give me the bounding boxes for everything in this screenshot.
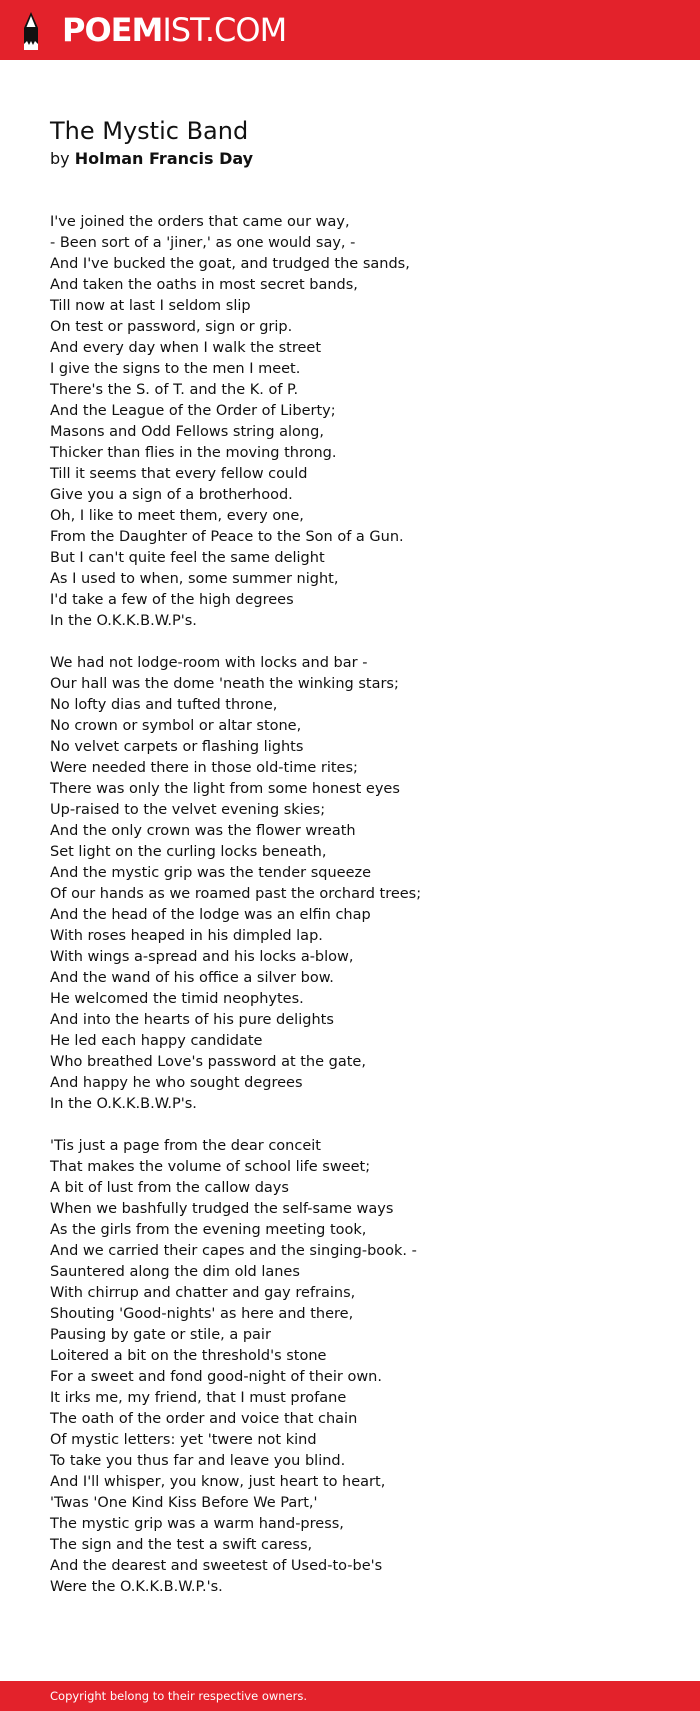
poem-line: And into the hearts of his pure delights (50, 1012, 334, 1028)
poem-line: And we carried their capes and the singing-book. - (50, 1243, 417, 1259)
poem-line: 'Tis just a page from the dear conceit (50, 1138, 321, 1154)
poem-line: On test or password, sign or grip. (50, 319, 293, 335)
stanza (50, 653, 670, 1115)
poem-line: And I'll whisper, you know, just heart to heart, (50, 1474, 386, 1490)
poem-line: In the O.K.K.B.W.P's. (50, 613, 197, 629)
logo-bold-text: POEM (62, 11, 163, 49)
poem-line: And the dearest and sweetest of Used-to-be's (50, 1558, 383, 1574)
poem-line: We had not lodge-room with locks and bar - (50, 655, 368, 671)
pen-nib-logo-icon[interactable] (18, 10, 44, 52)
author-name: Holman Francis Day (74, 149, 254, 168)
stanza (50, 1136, 670, 1598)
poem-line: I give the signs to the men I meet. (50, 361, 301, 377)
poem-line: To take you thus far and leave you blind. (50, 1453, 346, 1469)
poem-line: I've joined the orders that came our way, (50, 214, 350, 230)
by-label: by (50, 149, 70, 168)
poem-line: Set light on the curling locks beneath, (50, 844, 327, 860)
poem-line: With roses heaped in his dimpled lap. (50, 928, 323, 944)
poem-line: Our hall was the dome 'neath the winking stars; (50, 676, 399, 692)
poem-line: For a sweet and fond good-night of their own. (50, 1369, 382, 1385)
poem-line: A bit of lust from the callow days (50, 1180, 289, 1196)
poem-line: And I've bucked the goat, and trudged the sands, (50, 256, 410, 272)
poem-line: Of mystic letters: yet 'twere not kind (50, 1432, 317, 1448)
stanza (50, 212, 670, 632)
poem-line: Shouting 'Good-nights' as here and there, (50, 1306, 354, 1322)
byline (50, 148, 670, 170)
poem-line: 'Twas 'One Kind Kiss Before We Part,' (50, 1495, 318, 1511)
site-footer (0, 1681, 700, 1711)
poem-line: The oath of the order and voice that chain (50, 1411, 358, 1427)
poem-line: And every day when I walk the street (50, 340, 322, 356)
logo-rest-text: IST.COM (162, 11, 287, 49)
poem-line: Till it seems that every fellow could (50, 466, 308, 482)
poem-line: Till now at last I seldom slip (50, 298, 251, 314)
poem-line: Thicker than flies in the moving throng. (50, 445, 337, 461)
poem-line: And the wand of his office a silver bow. (50, 970, 334, 986)
poem-line: In the O.K.K.B.W.P's. (50, 1096, 197, 1112)
poem-line: Masons and Odd Fellows string along, (50, 424, 324, 440)
poem-line: Who breathed Love's password at the gate, (50, 1054, 366, 1070)
poem-line: There was only the light from some honest eyes (50, 781, 400, 797)
poem-line: - Been sort of a 'jiner,' as one would say, - (50, 235, 356, 251)
poem-line: And the League of the Order of Liberty; (50, 403, 336, 419)
poem-line: And the only crown was the flower wreath (50, 823, 356, 839)
poem-line: Loitered a bit on the threshold's stone (50, 1348, 327, 1364)
poem-line: As the girls from the evening meeting took, (50, 1222, 367, 1238)
copyright-notice: Copyright belong to their respective owners. (50, 1689, 308, 1703)
poem-content (50, 116, 670, 1619)
poem-line: The mystic grip was a warm hand-press, (50, 1516, 344, 1532)
poem-line: And the mystic grip was the tender squeeze (50, 865, 372, 881)
poem-line: He led each happy candidate (50, 1033, 263, 1049)
site-header (0, 0, 700, 60)
poem-title: The Mystic Band (50, 117, 249, 145)
poem-line: From the Daughter of Peace to the Son of a Gun. (50, 529, 404, 545)
poem-line: Give you a sign of a brotherhood. (50, 487, 293, 503)
poem-line: As I used to when, some summer night, (50, 571, 339, 587)
poem-line: Sauntered along the dim old lanes (50, 1264, 300, 1280)
poem-line: That makes the volume of school life sweet; (50, 1159, 371, 1175)
site-logo[interactable] (62, 11, 286, 49)
poem-line: And the head of the lodge was an elfin chap (50, 907, 371, 923)
poem-line: No velvet carpets or flashing lights (50, 739, 304, 755)
poem-line: No lofty dias and tufted throne, (50, 697, 278, 713)
poem-line: No crown or symbol or altar stone, (50, 718, 302, 734)
poem-line: And happy he who sought degrees (50, 1075, 303, 1091)
poem-line: With wings a-spread and his locks a-blow, (50, 949, 354, 965)
poem-line: But I can't quite feel the same delight (50, 550, 325, 566)
poem-line: There's the S. of T. and the K. of P. (50, 382, 299, 398)
poem-line: Of our hands as we roamed past the orchard trees; (50, 886, 422, 902)
poem-line: Up-raised to the velvet evening skies; (50, 802, 326, 818)
poem-line: Pausing by gate or stile, a pair (50, 1327, 271, 1343)
poem-line: With chirrup and chatter and gay refrains, (50, 1285, 356, 1301)
poem-line: I'd take a few of the high degrees (50, 592, 294, 608)
poem-line: When we bashfully trudged the self-same ways (50, 1201, 394, 1217)
poem-line: Oh, I like to meet them, every one, (50, 508, 304, 524)
poem-line: Were the O.K.K.B.W.P.'s. (50, 1579, 223, 1595)
poem-line: It irks me, my friend, that I must profane (50, 1390, 347, 1406)
poem-line: The sign and the test a swift caress, (50, 1537, 313, 1553)
poem-body (50, 212, 670, 1598)
poem-line: Were needed there in those old-time rites; (50, 760, 358, 776)
poem-line: He welcomed the timid neophytes. (50, 991, 304, 1007)
poem-line: And taken the oaths in most secret bands, (50, 277, 358, 293)
